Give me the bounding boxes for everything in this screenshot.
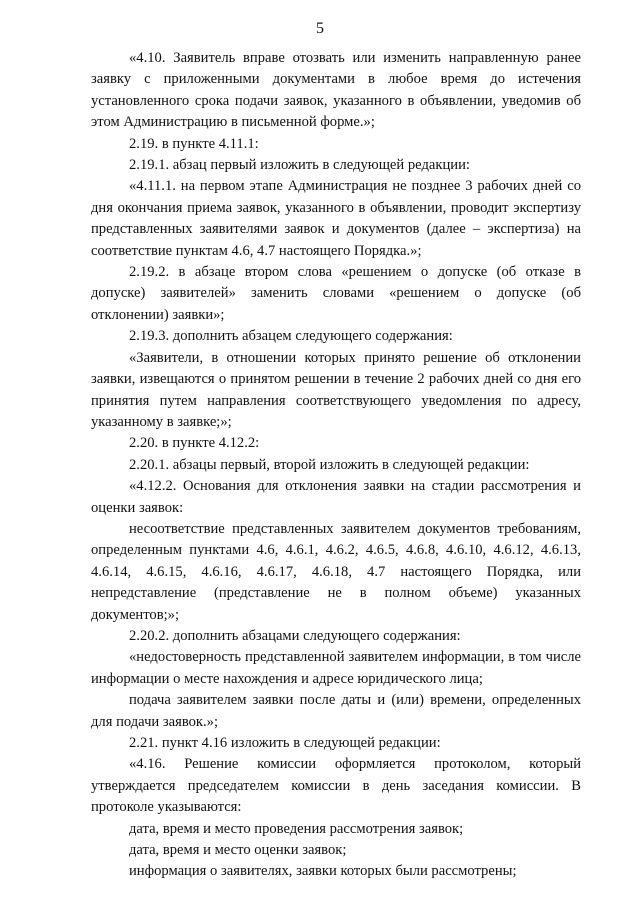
paragraph-late-submission: подача заявителем заявки после даты и (или) времени, определенных для подачи заявок.»;	[91, 692, 581, 730]
document-body	[91, 48, 581, 883]
paragraph-2-20: 2.20. в пункте 4.12.2:	[129, 435, 260, 452]
paragraph-2-19-3: 2.19.3. дополнить абзацем следующего содержания:	[129, 328, 453, 345]
paragraph-4-12-2: «4.12.2. Основания для отклонения заявки на стадии рассмотрения и оценки заявок:	[91, 478, 581, 516]
paragraph-4-10: «4.10. Заявитель вправе отозвать или изменить направленную ранее заявку с приложенными документами в любое время до истечения установленного срока подачи заявок, указанного в объявлении, уведомив об этом Администрацию в письменной форме.»;	[91, 50, 581, 131]
page-number: 5	[316, 20, 324, 37]
paragraph-4-11-1: «4.11.1. на первом этапе Администрация не позднее 3 рабочих дней со дня окончания приема заявок, указанного в объявлении, проводит экспертизу представленных заявителями заявок и документов (далее – экспертиза) на соответствие пунктам 4.6, 4.7 настоящего Порядка.»;	[91, 178, 581, 259]
paragraph-2-20-2: 2.20.2. дополнить абзацами следующего содержания:	[129, 627, 461, 644]
paragraph-applicants-info: информация о заявителях, заявки которых были рассмотрены;	[129, 863, 517, 880]
paragraph-nonconformity: несоответствие представленных заявителем документов требованиям, определенным пунктами 4.6, 4.6.1, 4.6.2, 4.6.5, 4.6.8, 4.6.10, 4.6.12, 4.6.13, 4.6.14, 4.6.15, 4.6.16, 4.6.17, 4.6.18, 4.7 настоящего Порядка, или непредставление (представление не в полном объеме) указанных документов;»;	[91, 520, 581, 623]
paragraph-evaluation-datetime: дата, время и место оценки заявок;	[129, 842, 347, 859]
paragraph-2-19: 2.19. в пункте 4.11.1:	[129, 135, 259, 152]
paragraph-2-21: 2.21. пункт 4.16 изложить в следующей редакции:	[129, 735, 441, 751]
paragraph-unreliability: «недостоверность представленной заявителем информации, в том числе информации о месте нахождения и адресе юридического лица;	[91, 649, 581, 687]
paragraph-applicants-notice: «Заявители, в отношении которых принято решение об отклонении заявки, извещаются о принятом решении в течение 2 рабочих дней со дня его принятия путем направления соответствующего уведомления по адресу, указанному в заявке;»;	[91, 349, 581, 430]
paragraph-review-datetime: дата, время и место проведения рассмотрения заявок;	[129, 820, 464, 837]
paragraph-4-16: «4.16. Решение комиссии оформляется протоколом, который утверждается председателем комиссии в день заседания комиссии. В протоколе указываются:	[91, 756, 581, 816]
paragraph-2-19-2: 2.19.2. в абзаце втором слова «решением о допуске (об отказе в допуске) заявителей» заменить словами «решением о допуске (об отклонении) заявки»;	[91, 264, 581, 323]
paragraph-2-20-1: 2.20.1. абзацы первый, второй изложить в следующей редакции:	[129, 456, 530, 473]
paragraph-2-19-1: 2.19.1. абзац первый изложить в следующей редакции:	[129, 157, 470, 174]
